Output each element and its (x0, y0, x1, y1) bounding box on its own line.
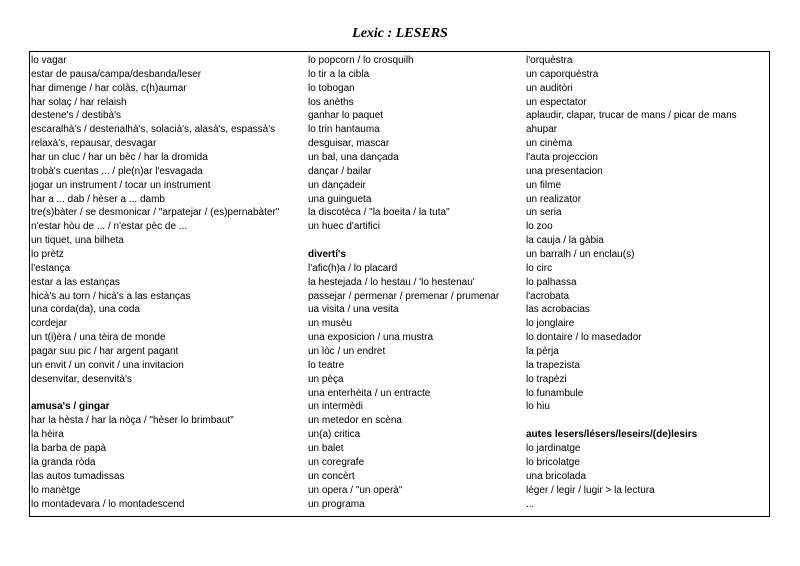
vocab-entry: l'afic(h)a / lo placard (308, 262, 398, 274)
vocabulary-column-2 (308, 54, 522, 511)
vocab-entry: l'auta projeccion (526, 152, 598, 164)
vocab-entry: dançar / bailar (308, 165, 372, 177)
vocab-entry: la granda ròda (31, 456, 96, 468)
vocab-entry: lo vagar (31, 55, 67, 66)
vocab-entry: escaralhà's / destenalhà's, solacià's, alasà's, espassà's (31, 124, 276, 136)
vocab-entry: la hèira (31, 429, 64, 441)
vocab-entry: las acrobacias (526, 304, 590, 316)
vocab-entry: lo trin hantauma (308, 124, 380, 136)
vocab-entry: har solaç / har relaish (31, 96, 127, 108)
vocab-entry: la pèrja (526, 346, 559, 358)
vocab-entry: un envit / un convit / una invitacion (31, 359, 184, 371)
vocab-entry: un barralh / un enclau(s) (526, 249, 635, 261)
vocab-entry: un coregrafe (308, 456, 365, 468)
vocab-entry: hicà's au torn / hicà's a las estanças (31, 290, 191, 302)
vocab-entry: la barba de papà (31, 443, 107, 455)
vocab-entry: una bricolada (526, 470, 587, 482)
vocab-entry: ... (526, 498, 535, 510)
vocab-entry: lo montadevara / lo montadescend (31, 498, 185, 510)
vocabulary-column-3 (526, 54, 766, 511)
vocab-entry: har la hèsta / har la nòça / "hèser lo brimbaut" (31, 415, 234, 427)
vocab-entry: lo palhassa (526, 276, 577, 288)
vocab-entry: aplaudir, clapar, trucar de mans / picar de mans (526, 110, 737, 122)
vocab-entry: har a ... dab / hèser a ... damb (31, 193, 165, 205)
section-heading: divertí's (308, 249, 346, 261)
blank-line (526, 414, 766, 428)
vocab-entry: un concèrt (308, 470, 355, 482)
vocab-entry: lo zoo (526, 221, 553, 233)
vocab-entry: n'estar hòu de ... / n'estar pèc de ... (31, 221, 188, 233)
vocab-entry: léger / legir / lugir > la lectura (526, 484, 655, 496)
vocab-entry: lo manètge (31, 484, 81, 496)
vocab-entry: lo popcorn / lo crosquilh (308, 55, 414, 66)
vocab-entry: un caporquèstra (526, 68, 599, 80)
vocab-entry: un intermèdi (308, 401, 364, 413)
vocab-entry: jogar un instrument / tocar un instrument (31, 179, 211, 191)
vocab-entry: un(a) critica (308, 429, 361, 441)
vocab-entry: un dançadeir (308, 179, 366, 191)
vocab-entry: desguisar, mascar (308, 138, 390, 150)
vocab-entry: la hestejada / lo hestau / 'lo hestenau' (308, 276, 475, 288)
section-heading: amusa's / gingar (31, 401, 110, 413)
vocab-entry: l'acrobata (526, 290, 570, 302)
vocab-entry: estar de pausa/campa/desbanda/leser (31, 68, 202, 80)
vocab-entry: un lòc / un endret (308, 346, 386, 358)
section-heading: autes lesers/lésers/leseirs/(de)lesirs (526, 429, 698, 441)
vocab-entry: un espectator (526, 96, 587, 108)
vocab-entry: har un cluc / har un bèc / har la dromida (31, 152, 208, 164)
blank-line (308, 234, 522, 248)
vocab-entry: un huec d'artifici (308, 221, 380, 233)
vocab-entry: lo prètz (31, 249, 64, 261)
vocab-entry: la cauja / la gàbia (526, 235, 604, 247)
vocab-entry: un bal, una dançada (308, 152, 399, 164)
vocab-entry: un tiquet, una bilheta (31, 235, 124, 247)
vocab-entry: l'estança (31, 262, 71, 274)
vocab-entry: cordejar (31, 318, 68, 330)
vocab-entry: un pèça (308, 373, 344, 385)
vocab-entry: un cinèma (526, 138, 573, 150)
vocab-entry: un t(i)èra / una tèira de monde (31, 332, 166, 344)
vocab-entry: un programa (308, 498, 365, 510)
vocab-entry: lo funambule (526, 387, 584, 399)
vocab-entry: un balet (308, 443, 344, 455)
vocab-entry: la discotèca / "la boeita / la tuta" (308, 207, 450, 219)
vocab-entry: un auditòri (526, 82, 573, 94)
vocab-entry: un musèu (308, 318, 352, 330)
vocab-entry: una presentacion (526, 165, 603, 177)
vocab-entry: destene's / destibà's (31, 110, 121, 122)
vocab-entry: lo tir a la cibla (308, 68, 370, 80)
vocab-entry: una enterhèita / un entracte (308, 387, 431, 399)
vocab-entry: relaxà's, repausar, desvagar (31, 138, 157, 150)
vocab-entry: lo hiu (526, 401, 550, 413)
blank-line (31, 387, 303, 401)
vocab-entry: una corda(da), una coda (31, 304, 140, 316)
vocab-entry: lo jardinatge (526, 443, 581, 455)
vocab-entry: ganhar lo paquet (308, 110, 384, 122)
page-title: Lexic : LESERS (352, 26, 448, 41)
vocab-entry: passejar / permenar / premenar / prumenar (308, 290, 500, 302)
vocab-entry: un metedor en scèna (308, 415, 402, 427)
vocab-entry: trobà's cuentas ... / ple(n)ar l'esvagada (31, 165, 203, 177)
vocab-entry: har dimenge / har colàs, c(h)aumar (31, 82, 187, 94)
vocabulary-column-1 (31, 54, 303, 511)
vocab-entry: un opera / "un operà" (308, 484, 403, 496)
vocab-entry: estar a las estanças (31, 276, 120, 288)
vocab-entry: lo jonglaire (526, 318, 575, 330)
vocab-entry: los anèths (308, 96, 354, 108)
vocab-entry: tre(s)bàter / se desmonicar / "arpatejar / (es)pernabàter" (31, 207, 280, 219)
vocab-entry: un realizator (526, 193, 582, 205)
vocab-entry: las autos tumadissas (31, 470, 125, 482)
vocab-entry: lo circ (526, 262, 553, 274)
vocab-entry: ahupar (526, 124, 558, 136)
vocab-entry: lo teatre (308, 359, 345, 371)
vocab-entry: l'orquèstra (526, 55, 573, 66)
vocab-entry: ua visita / una vesita (308, 304, 399, 316)
vocab-entry: lo dontaire / lo masedador (526, 332, 642, 344)
vocab-entry: lo tobogan (308, 82, 355, 94)
vocab-entry: un seria (526, 207, 562, 219)
vocab-entry: una exposicion / una mustra (308, 332, 434, 344)
vocab-entry: un filme (526, 179, 562, 191)
vocab-entry: la trapezista (526, 359, 580, 371)
vocab-entry: lo trapèzi (526, 373, 567, 385)
vocab-entry: desenvitar, desenvità's (31, 373, 132, 385)
vocab-entry: pagar suu pic / har argent pagant (31, 346, 179, 358)
vocab-entry: lo bricolatge (526, 456, 580, 468)
vocab-entry: una guingueta (308, 193, 372, 205)
